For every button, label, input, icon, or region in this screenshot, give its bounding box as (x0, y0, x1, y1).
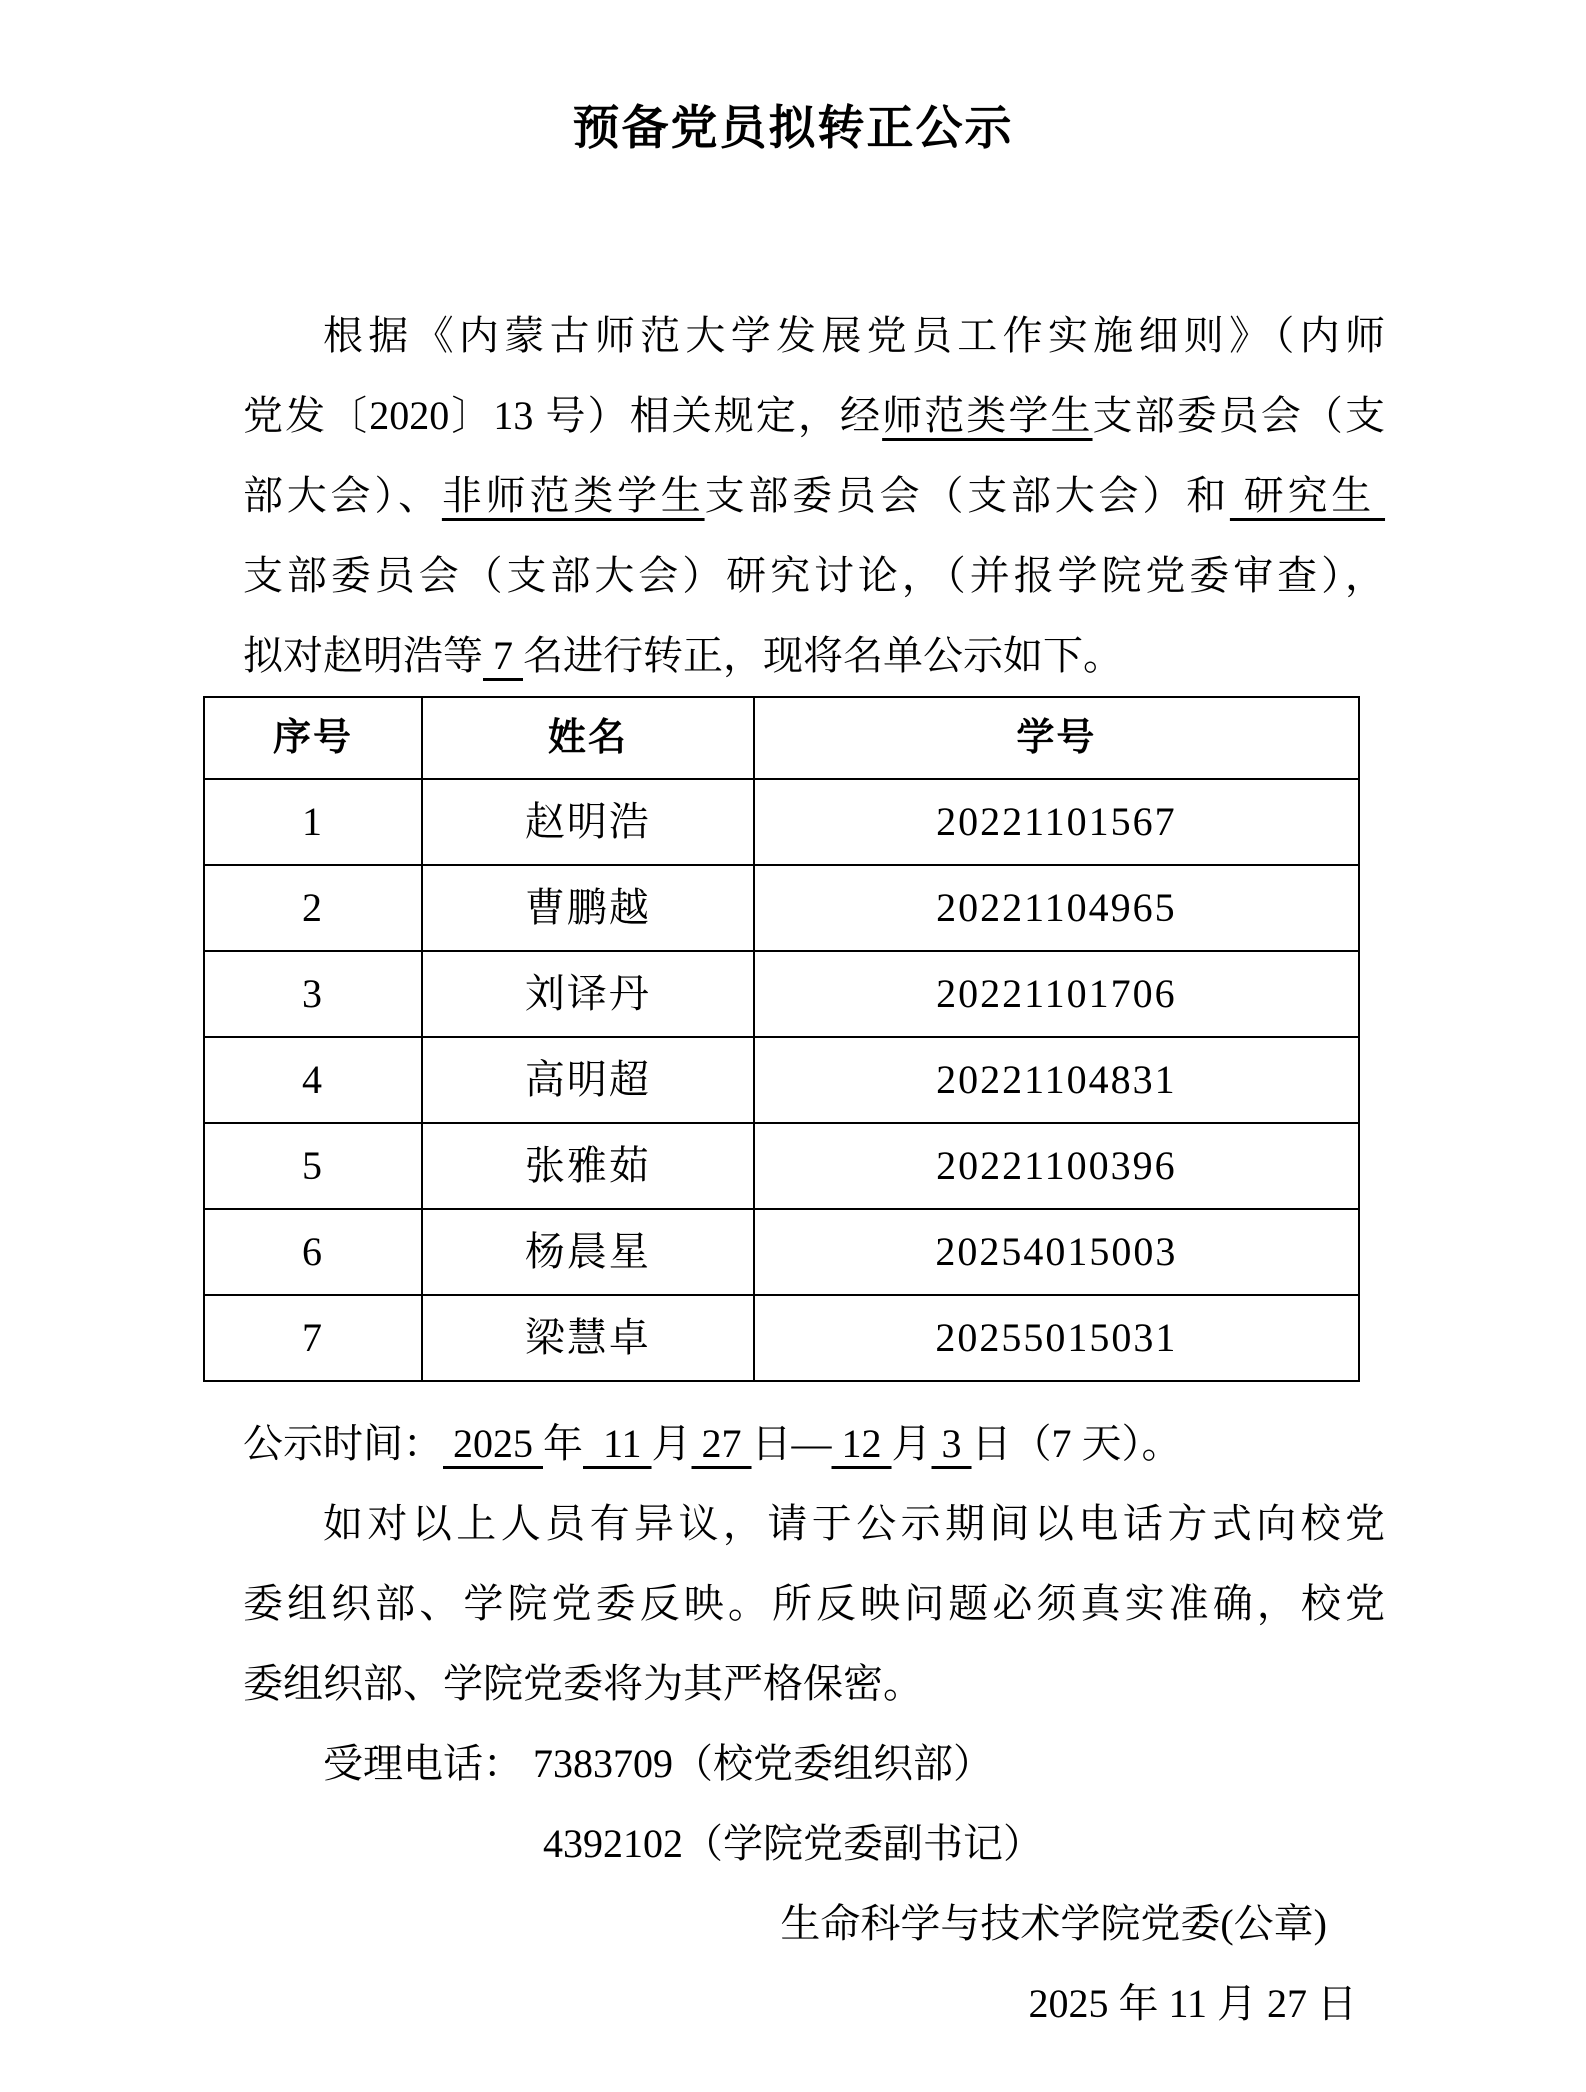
table-row (204, 1209, 1359, 1295)
table-cell: 20221100396 (754, 1123, 1359, 1209)
text-segment: 月 (891, 1421, 932, 1466)
table-cell: 2 (204, 865, 422, 951)
text-line (243, 376, 1385, 456)
text-segment: 年 (543, 1421, 583, 1466)
table-header-row (204, 697, 1359, 779)
text-line (243, 1564, 1385, 1644)
text-line (243, 616, 1385, 696)
text-segment: 月 (651, 1421, 692, 1466)
text-line (243, 536, 1385, 616)
text-segment: 日— (751, 1421, 832, 1466)
table-row (204, 951, 1359, 1037)
signature-date: 2025 年 11 月 27 日 (1028, 1981, 1357, 2026)
text-segment: 日（7 天）。 (971, 1421, 1182, 1466)
text-line (243, 296, 1385, 376)
text-segment: 支部委员会（支部大会）研究讨论，（并报学院党委审查）， (243, 553, 1385, 598)
table-cell: 1 (204, 779, 422, 865)
underlined-segment: 研究生 (1229, 473, 1386, 518)
table-cell: 杨晨星 (422, 1209, 754, 1295)
text-segment: 如对以上人员有异议，请于公示期间以电话方式向校党 (323, 1501, 1385, 1546)
table-cell: 20221101567 (754, 779, 1359, 865)
table-cell: 高明超 (422, 1037, 754, 1123)
underlined-segment: 非师范类学生 (441, 473, 705, 518)
text-segment: 党发〔2020〕13 号）相关规定，经 (243, 393, 883, 438)
table-cell: 6 (204, 1209, 422, 1295)
table-cell: 曹鹏越 (422, 865, 754, 951)
table-header-cell: 序号 (204, 697, 422, 779)
underlined-segment: 3 (931, 1421, 972, 1466)
underlined-segment: 11 (583, 1421, 652, 1466)
contact-phone-line-2: 4392102（学院党委副书记） (543, 1821, 1043, 1866)
table-cell: 7 (204, 1295, 422, 1381)
table-cell: 刘译丹 (422, 951, 754, 1037)
document-title: 预备党员拟转正公示 (572, 101, 1014, 154)
table-row (204, 865, 1359, 951)
text-segment: 委组织部、学院党委反映。所反映问题必须真实准确，校党 (243, 1581, 1385, 1626)
text-segment: 根据《内蒙古师范大学发展党员工作实施细则》（内师 (323, 313, 1385, 358)
text-line (243, 1404, 1385, 1484)
table-row (204, 1123, 1359, 1209)
text-segment: 部大会）、 (243, 473, 442, 518)
signature-unit: 生命科学与技术学院党委(公章) (780, 1901, 1327, 1946)
table-row (204, 779, 1359, 865)
table-cell: 赵明浩 (422, 779, 754, 865)
table-cell: 20254015003 (754, 1209, 1359, 1295)
underlined-segment: 7 (483, 633, 523, 678)
table-cell: 梁慧卓 (422, 1295, 754, 1381)
table-cell: 张雅茹 (422, 1123, 754, 1209)
text-segment: 支部委员会（支部大会）和 (704, 473, 1230, 518)
text-line (243, 1644, 1385, 1724)
underlined-segment: 2025 (443, 1421, 543, 1466)
publicity-period-line (243, 1404, 1385, 1484)
table-cell: 20221104965 (754, 865, 1359, 951)
objection-paragraph (243, 1484, 1385, 1724)
text-line (243, 1484, 1385, 1564)
table-header-cell: 姓名 (422, 697, 754, 779)
text-segment: 公示时间： (243, 1421, 443, 1466)
table-row (204, 1037, 1359, 1123)
text-segment: 名进行转正，现将名单公示如下。 (523, 633, 1123, 678)
contact-phone-line-1: 受理电话： 7383709（校党委组织部） (243, 1741, 993, 1786)
table-cell: 5 (204, 1123, 422, 1209)
table-cell: 3 (204, 951, 422, 1037)
text-line (243, 456, 1385, 536)
text-segment: 拟对赵明浩等 (243, 633, 483, 678)
roster-table (203, 696, 1360, 1382)
text-segment: 委组织部、学院党委将为其严格保密。 (243, 1661, 923, 1706)
table-row (204, 1295, 1359, 1381)
table-cell: 20255015031 (754, 1295, 1359, 1381)
table-header-cell: 学号 (754, 697, 1359, 779)
text-segment: 支部委员会（支 (1092, 393, 1386, 438)
table-cell: 4 (204, 1037, 422, 1123)
intro-paragraph (243, 296, 1385, 696)
table-cell: 20221104831 (754, 1037, 1359, 1123)
table-cell: 20221101706 (754, 951, 1359, 1037)
underlined-segment: 12 (831, 1421, 892, 1466)
underlined-segment: 27 (691, 1421, 752, 1466)
document-body (243, 296, 1385, 2044)
underlined-segment: 师范类学生 (882, 393, 1093, 438)
